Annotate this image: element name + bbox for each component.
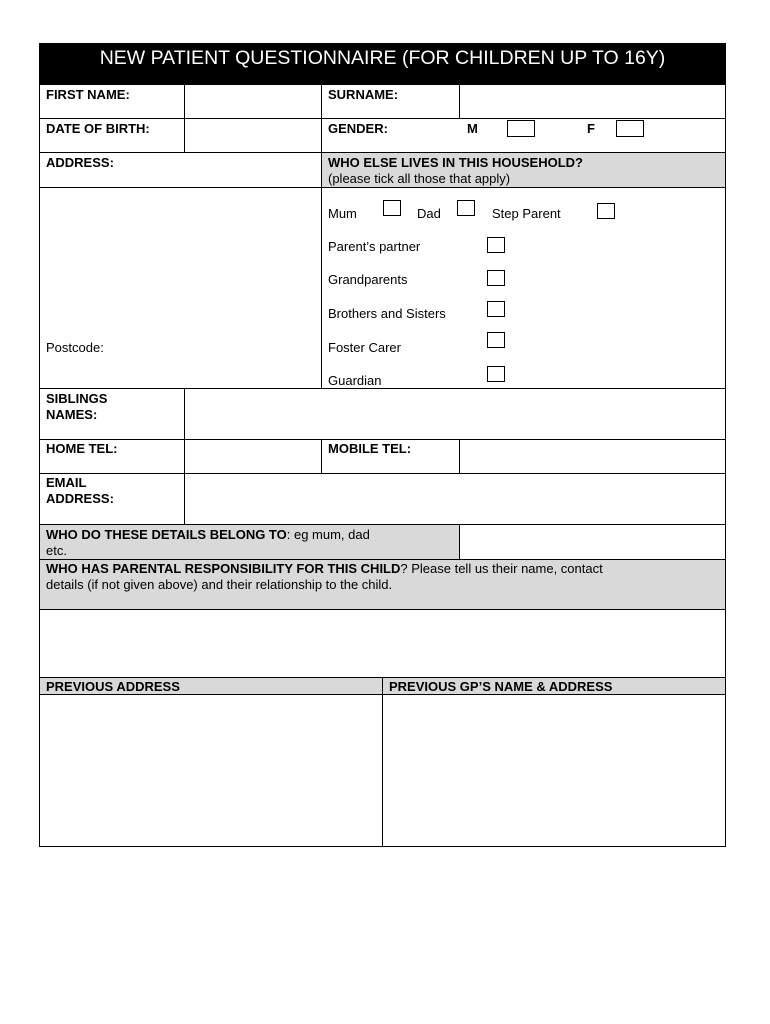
previous-address-label: PREVIOUS ADDRESS: [46, 679, 180, 694]
option-step-parent-checkbox[interactable]: [597, 203, 615, 219]
first-name-field[interactable]: [185, 85, 321, 118]
gender-label: GENDER:: [328, 121, 388, 136]
previous-gp-field[interactable]: [383, 695, 725, 846]
details-owner-field[interactable]: [460, 525, 725, 559]
option-brothers-sisters-checkbox[interactable]: [487, 301, 505, 317]
household-question: WHO ELSE LIVES IN THIS HOUSEHOLD?: [328, 155, 583, 170]
previous-gp-label: PREVIOUS GP’S NAME & ADDRESS: [389, 679, 613, 694]
gender-f-checkbox[interactable]: [616, 120, 644, 137]
siblings-label-line1: SIBLINGS: [46, 391, 108, 406]
previous-address-field[interactable]: [40, 695, 382, 846]
parental-question: [46, 561, 603, 576]
email-label-line1: EMAIL: [46, 475, 87, 490]
option-grandparents-label: Grandparents: [328, 272, 408, 287]
option-guardian-label: Guardian: [328, 373, 382, 388]
option-step-parent-label: Step Parent: [492, 206, 561, 221]
surname-label: SURNAME:: [328, 87, 399, 102]
email-label-line2: ADDRESS:: [46, 491, 114, 506]
dob-label: DATE OF BIRTH:: [46, 121, 150, 136]
siblings-label-line2: NAMES:: [46, 407, 98, 422]
option-parents-partner-label: Parent’s partner: [328, 239, 421, 254]
home-tel-label: HOME TEL:: [46, 441, 118, 456]
option-parents-partner-checkbox[interactable]: [487, 237, 505, 253]
option-mum-checkbox[interactable]: [383, 200, 401, 216]
mobile-tel-field[interactable]: [460, 440, 725, 473]
form-title: NEW PATIENT QUESTIONNAIRE (FOR CHILDREN UP TO 16Y): [39, 43, 726, 84]
details-owner-rest: : eg mum, dad: [286, 527, 370, 542]
first-name-label: FIRST NAME:: [46, 87, 130, 102]
mobile-tel-label: MOBILE TEL:: [328, 441, 412, 456]
option-dad-label: Dad: [417, 206, 441, 221]
option-foster-carer-checkbox[interactable]: [487, 332, 505, 348]
parental-responsibility-field[interactable]: [40, 610, 725, 677]
details-owner-bold: WHO DO THESE DETAILS BELONG TO: [46, 527, 287, 542]
option-dad-checkbox[interactable]: [457, 200, 475, 216]
gender-f-label: F: [587, 121, 595, 136]
address-field[interactable]: [40, 188, 321, 388]
details-owner-question: [46, 527, 370, 542]
option-grandparents-checkbox[interactable]: [487, 270, 505, 286]
gender-m-checkbox[interactable]: [507, 120, 535, 137]
siblings-field[interactable]: [185, 389, 725, 439]
address-label: ADDRESS:: [46, 155, 114, 170]
option-foster-carer-label: Foster Carer: [328, 340, 401, 355]
household-hint: (please tick all those that apply): [328, 171, 511, 186]
option-mum-label: Mum: [328, 206, 357, 221]
parental-rest-line2: details (if not given above) and their relationship to the child.: [46, 577, 393, 592]
patient-questionnaire-form: [39, 43, 726, 847]
option-brothers-sisters-label: Brothers and Sisters: [328, 306, 446, 321]
dob-field[interactable]: [185, 119, 321, 152]
parental-rest: ? Please tell us their name, contact: [400, 561, 603, 576]
parental-bold: WHO HAS PARENTAL RESPONSIBILITY FOR THIS CHILD: [46, 561, 401, 576]
gender-m-label: M: [467, 121, 478, 136]
postcode-label: Postcode:: [46, 340, 104, 355]
surname-field[interactable]: [460, 85, 725, 118]
option-guardian-checkbox[interactable]: [487, 366, 505, 382]
details-owner-rest-line2: etc.: [46, 543, 67, 558]
home-tel-field[interactable]: [185, 440, 321, 473]
email-field[interactable]: [185, 474, 725, 524]
